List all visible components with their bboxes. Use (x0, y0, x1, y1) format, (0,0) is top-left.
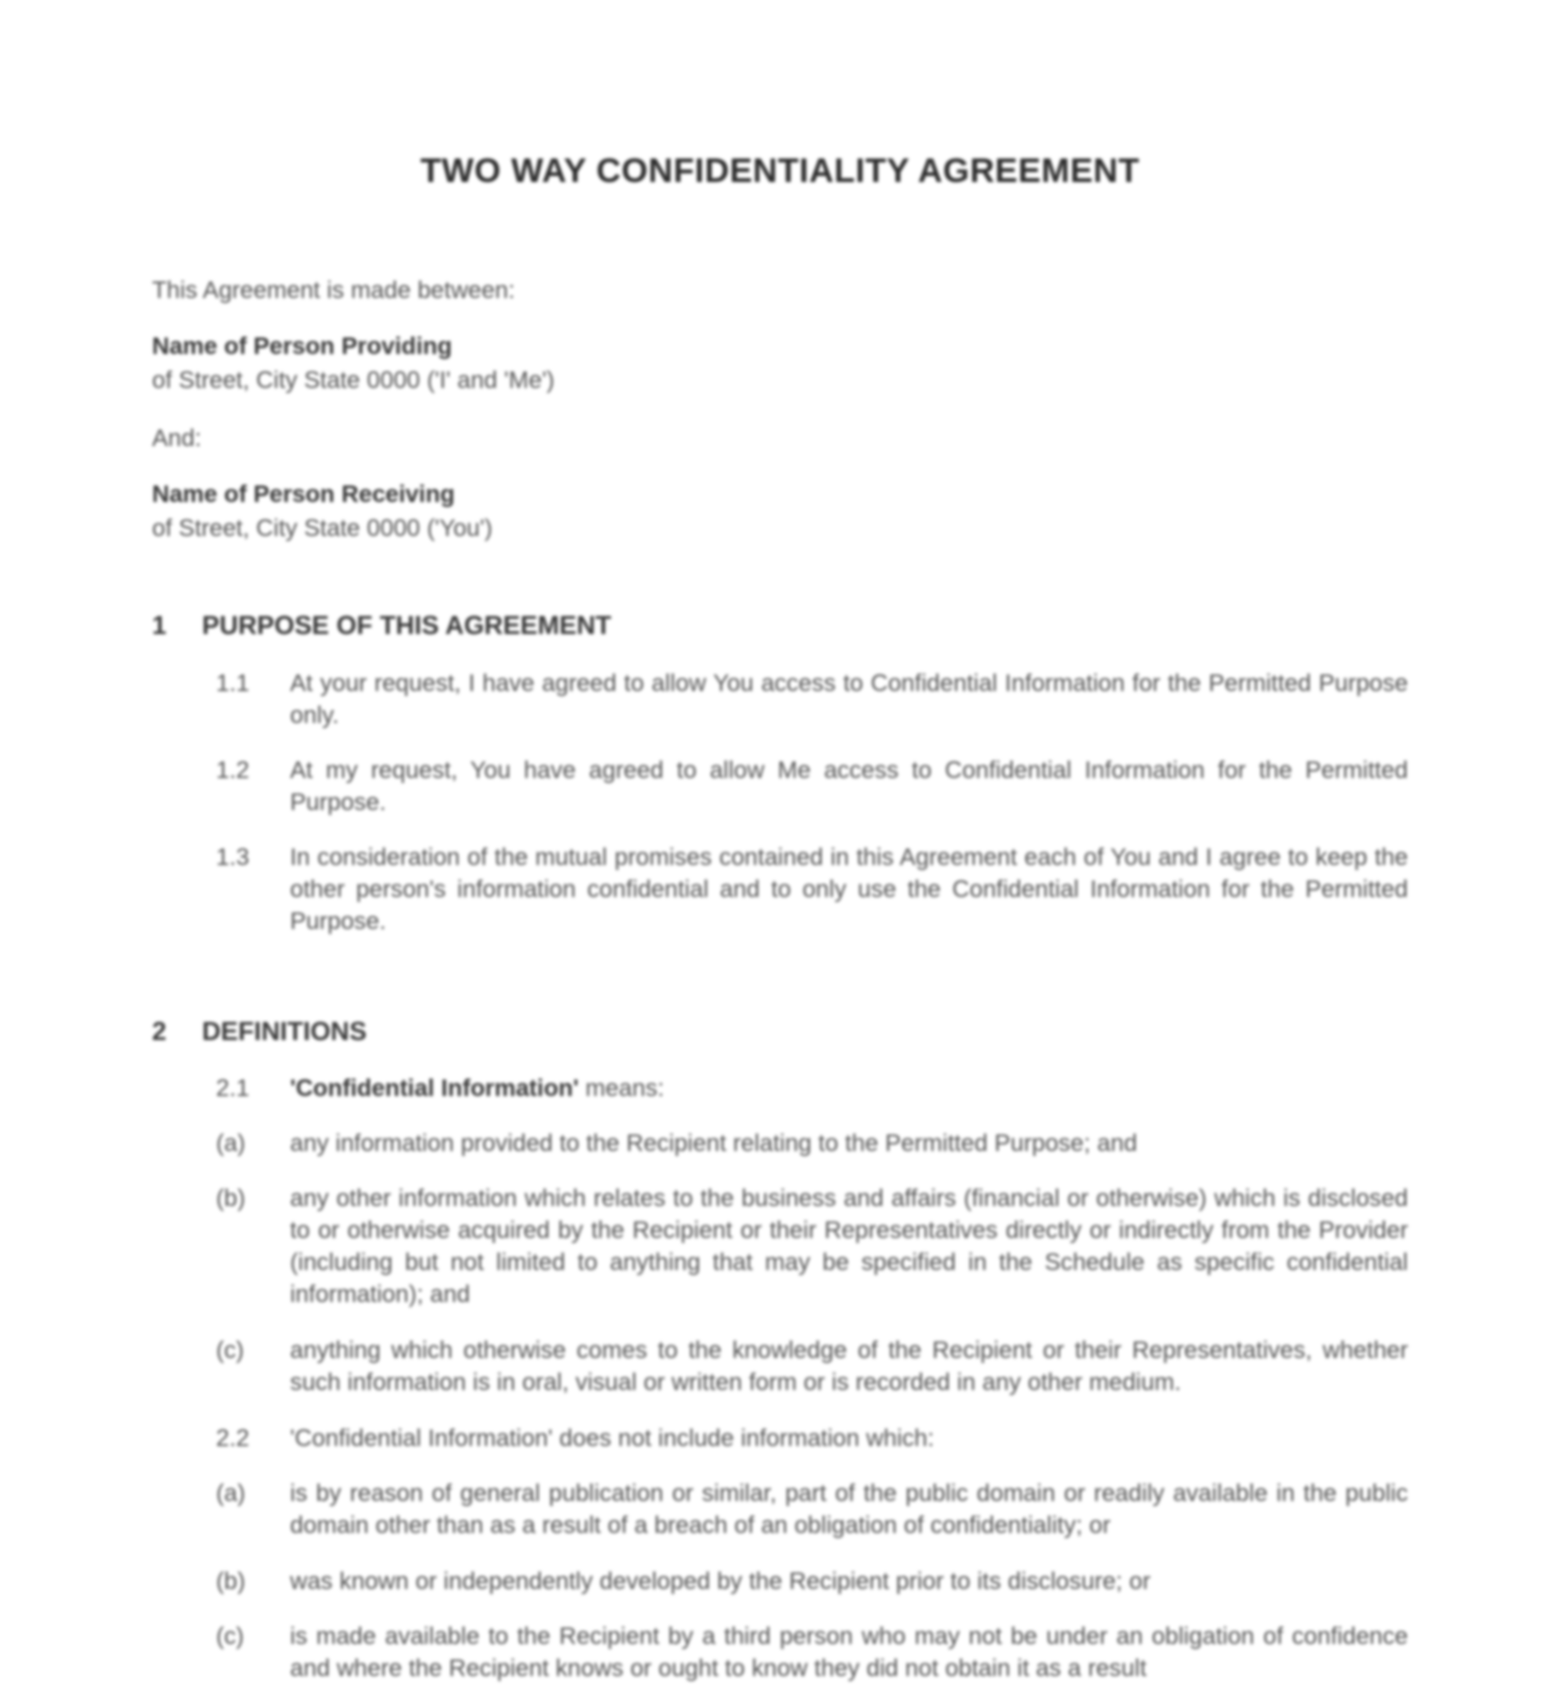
document-title: TWO WAY CONFIDENTIALITY AGREEMENT (420, 152, 1140, 190)
section-title: DEFINITIONS (202, 1016, 367, 1046)
clause-number: 1.1 (216, 670, 250, 697)
clause-text: any other information which relates to the business and affairs (financial or otherwise) which is disclosed to or otherwise acquired by the Recipient or their Representatives directly or indirectly from the Provider (including but not limited to anything that may be specified in the Schedule as specific confidential information); and (290, 1185, 1408, 1308)
clause-text: is by reason of general publication or similar, part of the public domain or readily available in the public domain other than as a result of a breach of an obligation of confidentiality; or (290, 1480, 1408, 1539)
clause-text: any information provided to the Recipient relating to the Permitted Purpose; and (290, 1130, 1138, 1157)
clause-2-2-b (216, 1566, 1408, 1598)
section-1-heading (152, 610, 611, 641)
clause-2-1-c (216, 1335, 1408, 1399)
party2-name: Name of Person Receiving (152, 481, 455, 508)
clause-text: is made available to the Recipient by a third person who may not be under an obligation of confidence and where the Recipient knows or ought to know they did not obtain it as a result (290, 1623, 1408, 1682)
clause-number: (b) (216, 1568, 246, 1595)
party1-name: Name of Person Providing (152, 333, 453, 360)
section-number: 2 (152, 1016, 167, 1046)
clause-number: 1.2 (216, 757, 250, 784)
clause-number: 2.1 (216, 1075, 250, 1102)
clause-text-rest: means: (578, 1075, 665, 1102)
clause-text: was known or independently developed by the Recipient prior to its disclosure; or (290, 1568, 1151, 1595)
clause-text: At my request, You have agreed to allow Me access to Confidential Information for the Permitted Purpose. (290, 757, 1408, 816)
clause-number: 2.2 (216, 1425, 250, 1452)
clause-text: In consideration of the mutual promises contained in this Agreement each of You and I agree to keep the other person's information confidential and to only use the Confidential Information for the Permitted Purpose. (290, 844, 1408, 935)
clause-number: (c) (216, 1623, 244, 1650)
section-title: PURPOSE OF THIS AGREEMENT (202, 610, 612, 640)
section-2-heading (152, 1016, 367, 1047)
and-label: And: (152, 425, 202, 452)
clause-2-1-b (216, 1183, 1408, 1311)
clause-number: (c) (216, 1337, 244, 1364)
party1-address: of Street, City State 0000 ('I' and 'Me') (152, 367, 555, 394)
clause-number: 1.3 (216, 844, 250, 871)
clause-2-1-a (216, 1128, 1408, 1160)
clause-1-2 (216, 755, 1408, 819)
clause-text (290, 1073, 1408, 1105)
clause-number: (a) (216, 1480, 246, 1507)
clause-2-1 (216, 1073, 1408, 1105)
clause-text: anything which otherwise comes to the knowledge of the Recipient or their Representatives, whether such information is in oral, visual or written form or is recorded in any other medium. (290, 1337, 1408, 1396)
clause-2-2 (216, 1423, 1408, 1455)
clause-text: 'Confidential Information' does not include information which: (290, 1425, 935, 1452)
defined-term: 'Confidential Information' (290, 1075, 579, 1102)
clause-2-2-c (216, 1621, 1408, 1685)
party2-address: of Street, City State 0000 ('You') (152, 515, 493, 542)
clause-2-2-a (216, 1478, 1408, 1542)
clause-1-3 (216, 842, 1408, 938)
clause-1-1 (216, 668, 1408, 732)
clause-text: At your request, I have agreed to allow You access to Confidential Information for the Permitted Purpose only. (290, 670, 1408, 729)
clause-number: (a) (216, 1130, 246, 1157)
section-number: 1 (152, 610, 167, 640)
intro-text: This Agreement is made between: (152, 277, 515, 304)
clause-number: (b) (216, 1185, 246, 1212)
